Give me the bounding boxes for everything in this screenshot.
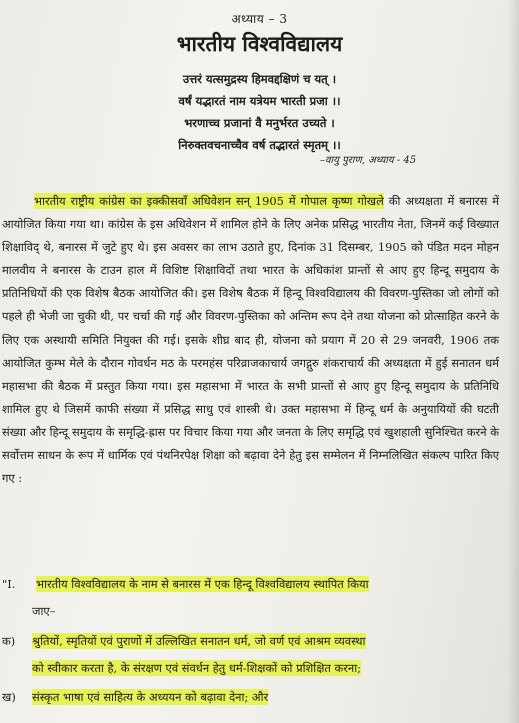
chapter-label: अध्याय – 3 (231, 12, 288, 26)
highlighted-text: संस्कृत भाषा एवं साहित्य के अध्ययन को बढ़ावा देना; और (32, 690, 269, 704)
highlighted-text: भारतीय विश्वविद्यालय के नाम से बनारस में एक हिन्दू विश्वविद्यालय स्थापित किया (36, 577, 369, 591)
verse-line: वर्षं यद्भारतं नाम यत्रेयम भारती प्रजा ।। (178, 94, 341, 108)
highlighted-text: भारतीय राष्ट्रीय कांग्रेस का इक्कीसवाँ अधिवेशन सन् 1905 में गोपाल कृष्ण गोखले (34, 194, 384, 208)
paragraph-text: की अध्यक्षता में बनारस में आयोजित किया गया था। कांग्रेस के इस अधिवेशन में शामिल होने के लिए अनेक प्रसिद्ध भारतीय नेता, जिनमें कई विख्यात शिक्षाविद् थे, बनारस में जुटे हुए थे। इस अवसर का लाभ उठाते हुए, दिनांक 31 दिसम्बर, 1905 को पंडित मदन मोहन मालवीय ने बनारस के टाउन हाल में विशिष्ट शिक्षाविदों तथा भारत के अधिकांश प्रान्तों से आए हुए हिन्दू समुदाय के प्रतिनिधियों की एक विशेष बैठक आयोजित की। इस विशेष बैठक में हिन्दू विश्वविद्यालय की विवरण-पुस्तिका जो लोगों को पहले ही भेजी जा चुकी थी, पर चर्चा की गई और विवरण-पुस्तिका को अन्तिम रूप देने तथा योजना को प्रोत्साहित करने के लिए एक अस्थायी समिति नियुक्त की गई। इसके शीघ्र बाद ही, योजना को प्रयाग में 20 से 29 जनवरी, 1906 तक आयोजित कुम्भ मेले के दौरान गोवर्धन मठ के परमहंस परिव्राजकाचार्य जगद्गुरु शंकराचार्य की अध्यक्षता में हुई सनातन धर्म महासभा की बैठक में प्रस्तुत किया गया। इस महासभा में भारत के सभी प्रान्तों से आए हुए हिन्दू समुदाय के प्रतिनिधि शामिल हुए थे जिसमें काफी संख्या में प्रसिद्ध साधु एवं शास्त्री थे। उक्त महासभा में हिन्दू धर्म के अनुयायियों की घटती संख्या और हिन्दू समुदाय के समृद्धि-ह्रास पर विचार किया गया और जनता के लिए समृद्धि एवं खुशहाली सुनिश्चित करने के सर्वोत्तम साधन के रूप में धार्मिक एवं पंथनिरपेक्ष शिक्षा को बढ़ावा देने हेतु इस सम्मेलन में निम्नलिखित संकल्प पारित किए गए : (2, 194, 500, 486)
item-marker: ख) (2, 690, 16, 704)
item-text (32, 628, 502, 682)
highlighted-text-continued: को स्वीकार करता है, के संरक्षण एवं संवर्धन हेतु धर्म-शिक्षकों को प्रशिक्षित करना; (32, 661, 362, 675)
item-marker: क) (2, 634, 16, 648)
verse-line: निरुक्तवचनाच्चैव वर्ष तद्भारतं स्मृतम् ।। (178, 138, 341, 152)
body-paragraph (2, 190, 499, 490)
item-text-continued: जाए– (32, 604, 56, 618)
highlighted-text: श्रुतियों, स्मृतियों एवं पुराणों में उल्लिखित सनातन धर्म, जो वर्ण एवं आश्रम व्यवस्था (32, 634, 366, 648)
verse-source: –वायु पुराण, अध्याय - 45 (320, 155, 417, 166)
item-marker: "I. (2, 577, 16, 591)
verse-line: भरणाच्च प्रजानां वै मनुर्भरत उच्यते । (184, 116, 335, 130)
sanskrit-verses (0, 68, 519, 156)
page-title: भारतीय विश्वविद्यालय (176, 31, 343, 56)
item-text (32, 571, 506, 625)
item-text (32, 684, 502, 711)
verse-line: उत्तरं यत्समुद्रस्य हिमवद्दक्षिणं च यत् । (182, 72, 337, 86)
